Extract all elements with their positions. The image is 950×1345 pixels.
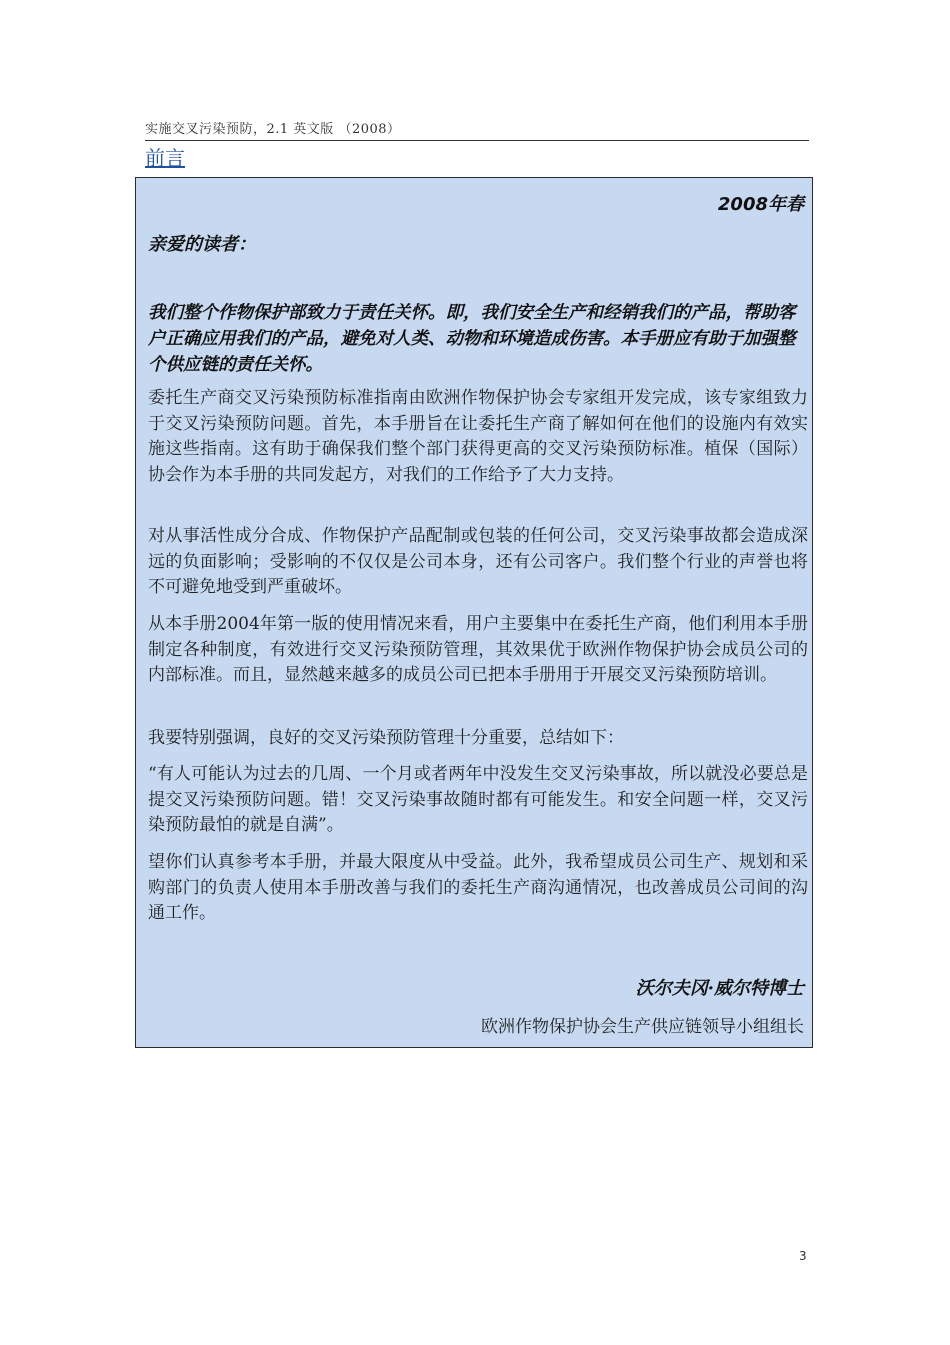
page-number: 3: [799, 1249, 807, 1263]
letter-salutation: 亲爱的读者：: [148, 234, 256, 255]
letter-paragraph: 委托生产商交叉污染预防标准指南由欧洲作物保护协会专家组开发完成，该专家组致力于交叉污染预防问题。首先，本手册旨在让委托生产商了解如何在他们的设施内有效实施这些指南。这有助于确保我们整个部门获得更高的交叉污染预防标准。植保（国际）协会作为本手册的共同发起方，对我们的工作给予了大力支持。: [148, 388, 808, 485]
letter-intro: 我们整个作物保护部致力于责任关怀。即，我们安全生产和经销我们的产品，帮助客户正确应用我们的产品，避免对人类、动物和环境造成伤害。本手册应有助于加强整个供应链的责任关怀。: [148, 303, 796, 375]
letter-date: 2008年春: [717, 194, 804, 215]
signer-name: 沃尔夫冈·威尔特博士: [635, 978, 804, 999]
section-title[interactable]: 前言: [145, 146, 185, 170]
letter-quote: “有人可能认为过去的几周、一个月或者两年中没发生交叉污染事故，所以就没必要总是提交叉污染预防问题。错！交叉污染事故随时都有可能发生。和安全问题一样，交叉污染预防最怕的就是自满”。: [148, 764, 808, 835]
running-header: 实施交叉污染预防，2.1 英文版 （2008）: [145, 118, 809, 141]
letter-box: [135, 177, 813, 1048]
letter-paragraph: 从本手册2004年第一版的使用情况来看，用户主要集中在委托生产商，他们利用本手册制定各种制度，有效进行交叉污染预防管理，其效果优于欧洲作物保护协会成员公司的内部标准。而且，显然越来越多的成员公司已把本手册用于开展交叉污染预防培训。: [148, 614, 808, 685]
letter-paragraph: 望你们认真参考本手册，并最大限度从中受益。此外，我希望成员公司生产、规划和采购部门的负责人使用本手册改善与我们的委托生产商沟通情况，也改善成员公司间的沟通工作。: [148, 852, 808, 923]
signer-title: 欧洲作物保护协会生产供应链领导小组组长: [481, 1017, 804, 1037]
letter-paragraph: 对从事活性成分合成、作物保护产品配制或包装的任何公司，交叉污染事故都会造成深远的负面影响；受影响的不仅仅是公司本身，还有公司客户。我们整个行业的声誉也将不可避免地受到严重破坏。: [148, 526, 808, 597]
letter-paragraph: 我要特别强调，良好的交叉污染预防管理十分重要，总结如下：: [148, 728, 624, 748]
